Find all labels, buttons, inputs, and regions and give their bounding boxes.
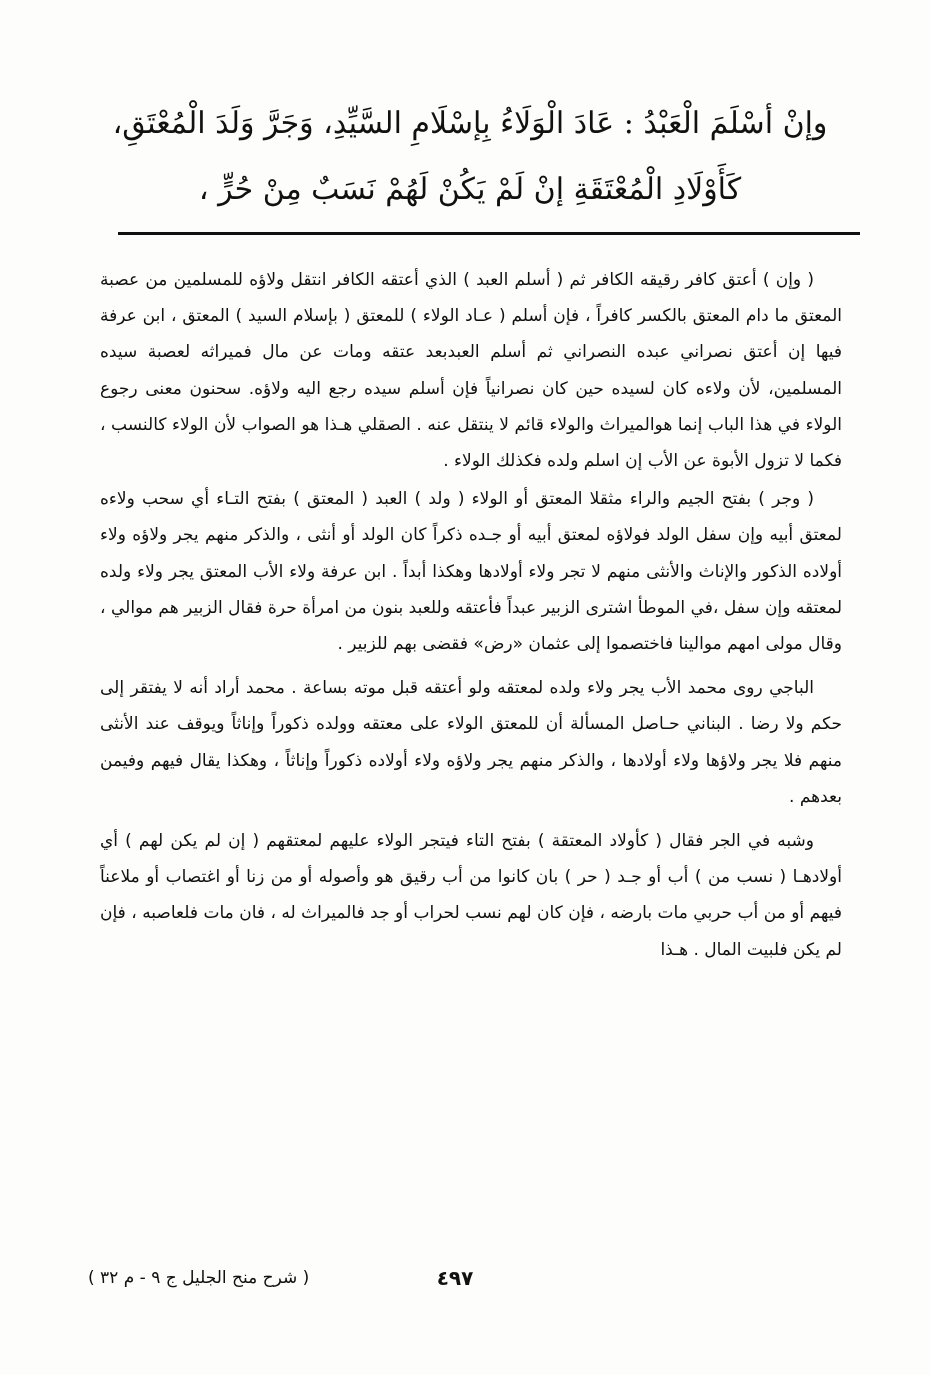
- matn-line-1: وإنْ أسْلَمَ الْعَبْدُ : عَادَ الْوَلَاءُ بِإسْلَامِ السَّيِّدِ، وَجَرَّ وَلَدَ الْمُعْتَقِ،: [112, 106, 828, 141]
- page-number: ٤٩٧: [436, 1266, 474, 1290]
- section-divider: [118, 232, 860, 235]
- commentary-paragraph-2: ( وجر ) بفتح الجيم والراء مثقلا المعتق أو الولاء ( ولد ) العبد ( المعتق ) بفتح التـاء أي سحب ولاءه لمعتق أبيه وإن سفل الولد فولاؤه لمعتق أبيه أو جـده ذكراً كان الولد أو أنثى ، والذكر منهم يجر ولاؤه ولاء أولاده الذكور والإناث والأنثى منهم لا تجر ولاء أولادها وهكذا أبداً . ابن عرفة ولاء الأب المعتق يجر ولاء ولده لمعتقه وإن سفل ،في الموطأ اشترى الزبير عبداً فأعتقه وللعبد بنون من امرأة حرة فقال الزبير هم موالي ، وقال مولى امهم موالينا فاختصموا إلى عثمان «رض» فقضى بهم للزبير .: [100, 489, 842, 655]
- commentary-body: [100, 262, 842, 968]
- commentary-paragraph-1: ( وإن ) أعتق كافر رقيقه الكافر ثم ( أسلم العبد ) الذي أعتقه الكافر انتقل ولاؤه للمسلمين من عصبة المعتق ما دام المعتق بالكسر كافراً ، فإن أسلم ( عـاد الولاء ) للمعتق ( بإسلام السيد ) المعتق ، ابن عرفة فيها إن أعتق نصراني عبده النصراني ثم أسلم العبدبعد عتقه ومات عن مال فميراثه لعصبة سيده المسلمين، لأن ولاءه كان لسيده حين كان نصرانياً فإن أسلم سيده رجع اليه ولاؤه. سحنون معنى رجوع الولاء في هذا الباب إنما هوالميراث والولاء قائم لا ينتقل عنه . الصقلي هـذا هو الصواب لأن الولاء كالنسب ، فكما لا تزول الأبوة عن الأب إن اسلم ولده فكذلك الولاء .: [100, 270, 842, 472]
- footer-reference: ( شرح منح الجليل ج ٩ - م ٣٢ ): [88, 1268, 310, 1288]
- matn-line-2: كَأَوْلَادِ الْمُعْتَقَةِ إنْ لَمْ يَكُنْ لَهُمْ نَسَبٌ مِنْ حُرٍّ ،: [198, 172, 742, 207]
- commentary-paragraph-4: وشبه في الجر فقال ( كأولاد المعتقة ) بفتح التاء فيتجر الولاء عليهم لمعتقهم ( إن لم يكن لهم ) أي أولادهـا ( نسب من ) أب أو جـد ( حر ) بان كانوا من أب رقيق هو وأصوله أو من زنا أو اغتصاب أو ملاعناً فيهم أو من أب حربي مات بارضه ، فإن كان لهم نسب لحراب أو جد فالميراث له ، فان مات فلعاصبه ، فإن لم يكن فلبيت المال . هـذا: [100, 831, 842, 960]
- commentary-paragraph-3: الباجي روى محمد الأب يجر ولاء ولده لمعتقه ولو أعتقه قبل موته بساعة . محمد أراد أنه لا يفتقر إلى حكم ولا رضا . البناني حـاصل المسألة أن للمعتق الولاء على معتقه وولده ذكوراً وإناثاً ويوقف عند الأنثى منهم فلا يجر ولاؤها ولاء أولادها ، والذكر منهم يجر ولاؤه ولاء أولاده ذكوراً وإناثاً ، وهكذا يقال فيهم وفيمن بعدهم .: [100, 678, 842, 807]
